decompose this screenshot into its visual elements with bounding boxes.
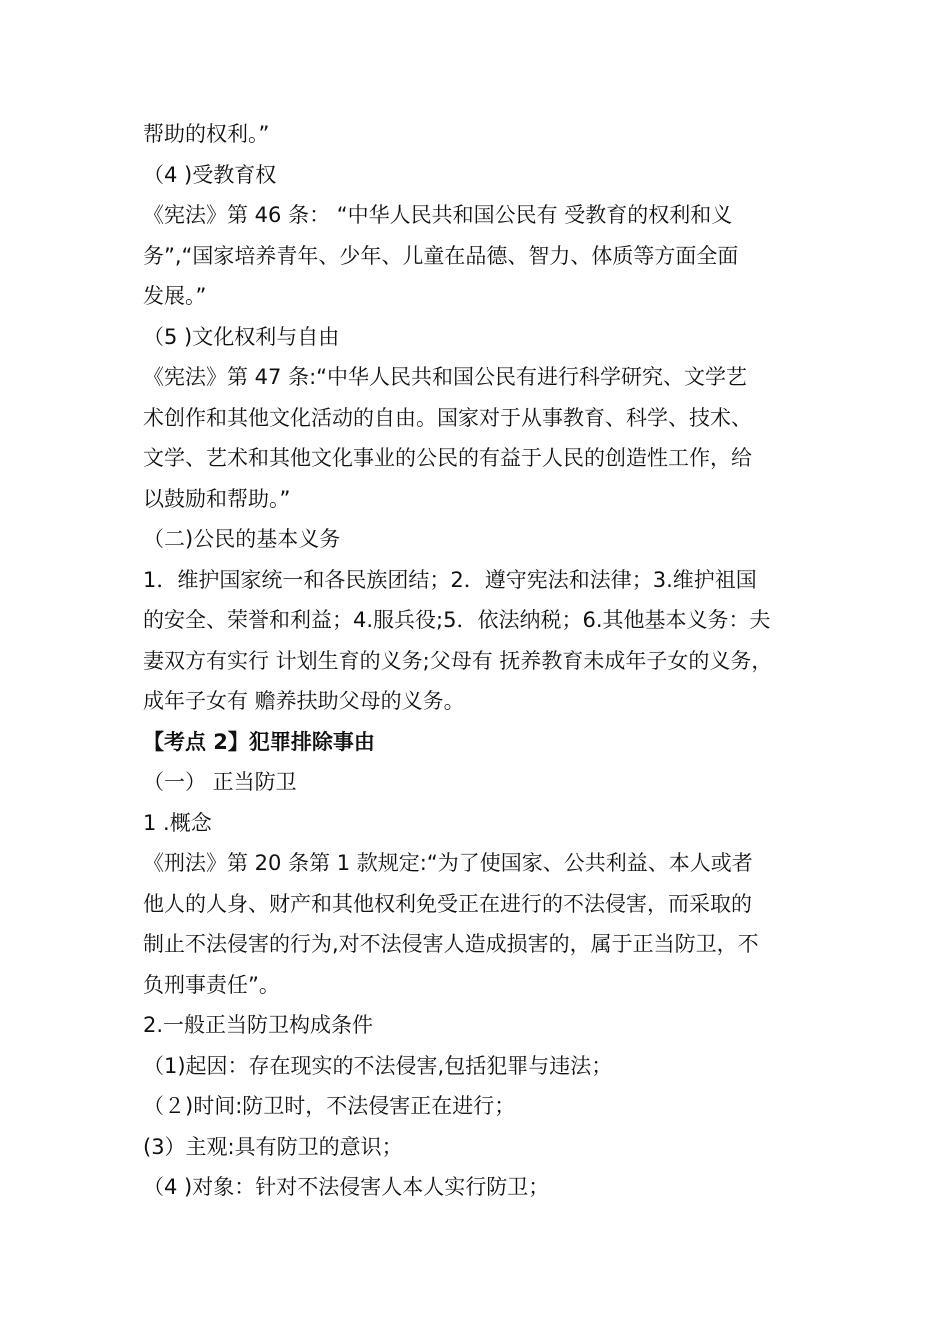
list-item: （4 )对象：针对不法侵害人本人实行防卫； xyxy=(143,1175,550,1199)
list-item: （２)时间:防卫时，不法侵害正在进行； xyxy=(143,1094,516,1118)
document-page xyxy=(143,114,823,1208)
subheading-basic-duties: （二)公民的基本义务 xyxy=(143,527,341,551)
text-line: 以鼓励和帮助。” xyxy=(143,486,291,511)
text-line: 术创作和其他文化活动的自由。国家对于从事教育、科学、技术、 xyxy=(143,405,752,430)
subheading-cultural-rights: （5 )文化权利与自由 xyxy=(143,324,340,349)
text-line: 制止不法侵害的行为,对不法侵害人造成损害的，属于正当防卫，不 xyxy=(143,932,759,956)
text-line: 帮助的权利。” xyxy=(143,122,270,146)
text-line: 《刑法》第 20 条第 1 款规定:“为了使国家、公共利益、本人或者 xyxy=(143,851,753,875)
text-line: 务”,“国家培养青年、少年、儿童在品德、智力、体质等方面全面 xyxy=(143,243,739,268)
text-line: 的安全、荣誉和利益；4.服兵役;5．依法纳税；6.其他基本义务：夫 xyxy=(143,608,771,632)
text-line: 《宪法》第 47 条:“中华人民共和国公民有进行科学研究、文学艺 xyxy=(143,365,748,389)
text-line: 负刑事责任”。 xyxy=(143,972,280,997)
text-line: 《宪法》第 46 条： “中华人民共和国公民有 受教育的权利和义 xyxy=(143,203,733,227)
text-line: 他人的人身、财产和其他权利免受正在进行的不法侵害，而采取的 xyxy=(143,891,752,916)
subheading-education-right: （4 )受教育权 xyxy=(143,162,277,187)
text-line: 发展。” xyxy=(143,284,207,308)
text-line: 妻双方有实行 计划生育的义务;父母有 抚养教育未成年子女的义务， xyxy=(143,648,773,673)
subheading-conditions: 2.一般正当防卫构成条件 xyxy=(143,1013,374,1037)
section-heading-key-point-2: 【考点 2】犯罪排除事由 xyxy=(143,729,375,754)
list-item: （1)起因：存在现实的不法侵害,包括犯罪与违法； xyxy=(143,1053,613,1078)
text-line: 文学、艺术和其他文化事业的公民的有益于人民的创造性工作，给 xyxy=(143,446,752,470)
list-item: (3）主观:具有防卫的意识； xyxy=(143,1134,403,1159)
subheading-self-defense: （一） 正当防卫 xyxy=(143,770,297,794)
subheading-concept: 1 .概念 xyxy=(143,810,212,835)
text-line: 成年子女有 赡养扶助父母的义务。 xyxy=(143,689,465,713)
text-line: 1．维护国家统一和各民族团结；2．遵守宪法和法律；3.维护祖国 xyxy=(143,567,757,592)
